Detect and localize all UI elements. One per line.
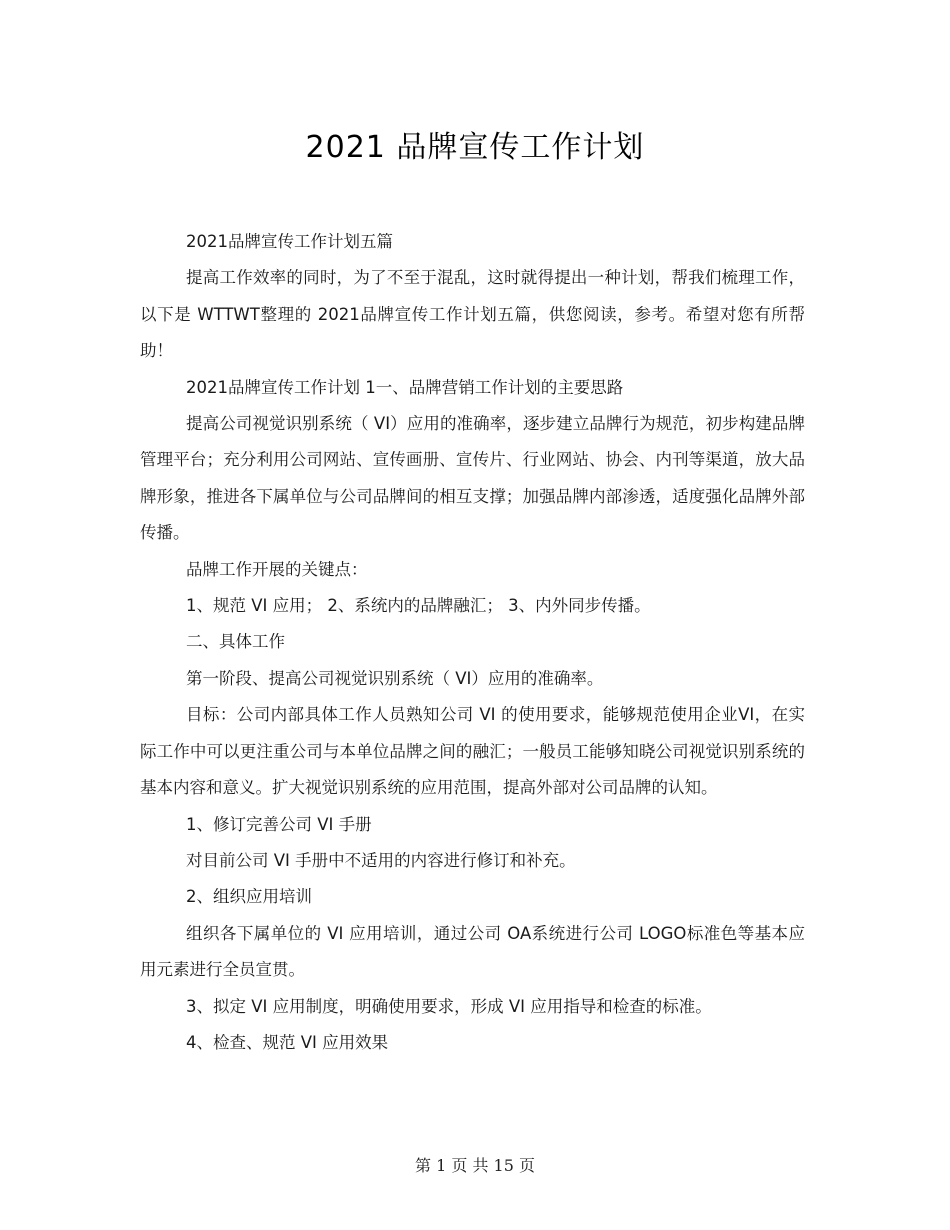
document-body <box>140 224 805 1061</box>
page-footer: 第 1 页 共 15 页 <box>415 1156 535 1175</box>
paragraph-plan-heading: 2021品牌宣传工作计划 1一、品牌营销工作计划的主要思路 <box>186 377 624 397</box>
paragraph-subtitle: 2021品牌宣传工作计划五篇 <box>186 232 393 251</box>
paragraph-key-points-heading: 品牌工作开展的关键点： <box>186 559 368 579</box>
document-title: 2021 品牌宣传工作计划 <box>305 130 645 165</box>
paragraph-item-1: 1、修订完善公司 VI 手册 <box>186 814 372 834</box>
paragraph-phase-one: 第一阶段、提高公司视觉识别系统（ VI）应用的准确率。 <box>186 668 604 688</box>
paragraph-item-2: 2、组织应用培训 <box>186 887 312 907</box>
paragraph-item-4: 4、检查、规范 VI 应用效果 <box>186 1032 389 1052</box>
paragraph-item-2-detail: 组织各下属单位的 VI 应用培训，通过公司 OA系统进行公司 LOGO标准色等基本应用元素进行全员宣贯。 <box>140 923 805 980</box>
paragraph-intro: 提高工作效率的同时，为了不至于混乱，这时就得提出一种计划，帮我们梳理工作，以下是 WTTWT整理的 2021品牌宣传工作计划五篇，供您阅读，参考。希望对您有所帮助！ <box>140 268 805 361</box>
paragraph-item-3: 3、拟定 VI 应用制度，明确使用要求，形成 VI 应用指导和检查的标准。 <box>186 996 712 1016</box>
paragraph-key-points: 1、规范 VI 应用； 2、系统内的品牌融汇； 3、内外同步传播。 <box>186 596 651 616</box>
paragraph-item-1-detail: 对目前公司 VI 手册中不适用的内容进行修订和补充。 <box>186 850 576 870</box>
paragraph-section-heading: 二、具体工作 <box>186 632 285 652</box>
paragraph-goal: 目标：公司内部具体工作人员熟知公司 VI 的使用要求，能够规范使用企业VI，在实际工作中可以更注重公司与本单位品牌之间的融汇；一般员工能够知晓公司视觉识别系统的基本内容和意义。扩大视觉识别系统的应用范围，提高外部对公司品牌的认知。 <box>140 705 805 798</box>
paragraph-main-idea: 提高公司视觉识别系统（ VI）应用的准确率，逐步建立品牌行为规范，初步构建品牌管理平台；充分利用公司网站、宣传画册、宣传片、行业网站、协会、内刊等渠道，放大品牌形象，推进各下属单位与公司品牌间的相互支撑；加强品牌内部渗透，适度强化品牌外部传播。 <box>140 414 805 543</box>
